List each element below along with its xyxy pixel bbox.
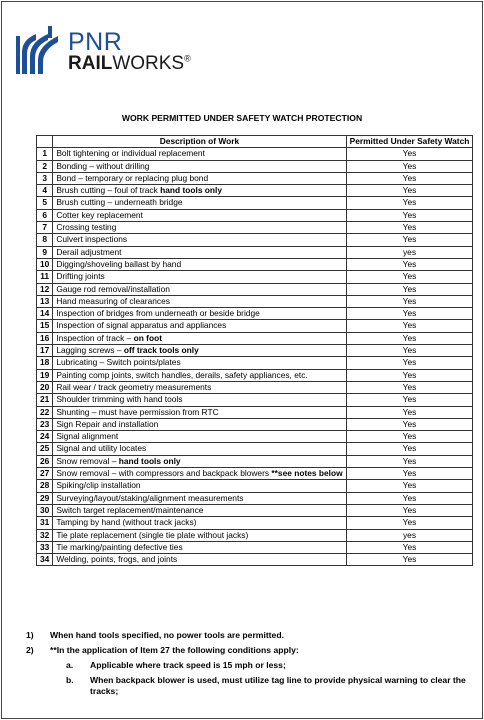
row-number: 6 xyxy=(37,209,53,221)
row-description xyxy=(53,492,346,504)
row-permitted: Yes xyxy=(346,308,473,320)
row-permitted: Yes xyxy=(346,381,473,393)
description-text: Tie marking/painting defective ties xyxy=(56,541,183,552)
row-description xyxy=(53,172,346,184)
row-number: 24 xyxy=(37,431,53,443)
row-number: 10 xyxy=(37,258,53,270)
note-2-text: **In the application of Item 27 the following conditions apply: xyxy=(50,645,299,655)
description-text: Rail wear / track geometry measurements xyxy=(56,381,212,392)
note-2a-marker: a. xyxy=(66,660,74,670)
row-permitted: Yes xyxy=(346,418,473,430)
table-row xyxy=(37,492,473,504)
row-permitted: Yes xyxy=(346,541,473,553)
row-number: 8 xyxy=(37,234,53,246)
company-logo xyxy=(16,26,206,80)
note-1 xyxy=(26,630,478,641)
row-number: 34 xyxy=(37,554,53,566)
table-row xyxy=(37,541,473,553)
row-permitted: Yes xyxy=(346,480,473,492)
row-number: 12 xyxy=(37,283,53,295)
row-number: 27 xyxy=(37,468,53,480)
row-description xyxy=(53,431,346,443)
row-description xyxy=(53,246,346,258)
table-row xyxy=(37,345,473,357)
row-permitted: Yes xyxy=(346,320,473,332)
description-text: Signal and utility locates xyxy=(56,443,147,454)
row-description xyxy=(53,345,346,357)
table-row xyxy=(37,209,473,221)
row-number: 4 xyxy=(37,185,53,197)
row-description xyxy=(53,381,346,393)
note-2b-marker: b. xyxy=(66,675,74,685)
row-permitted: Yes xyxy=(346,271,473,283)
row-number: 13 xyxy=(37,295,53,307)
table-body xyxy=(37,148,473,566)
row-permitted: Yes xyxy=(346,209,473,221)
row-number: 33 xyxy=(37,541,53,553)
row-permitted: Yes xyxy=(346,504,473,516)
table-row xyxy=(37,480,473,492)
description-text: Sign Repair and installation xyxy=(56,418,159,429)
row-number: 18 xyxy=(37,357,53,369)
document-page xyxy=(1,1,483,719)
row-description xyxy=(53,197,346,209)
row-permitted: Yes xyxy=(346,234,473,246)
row-number: 23 xyxy=(37,418,53,430)
row-permitted: Yes xyxy=(346,431,473,443)
row-number: 17 xyxy=(37,345,53,357)
description-emphasis: off track tools only xyxy=(123,345,199,356)
description-text: Inspection of signal apparatus and appliances xyxy=(56,320,227,331)
work-permitted-table xyxy=(36,135,473,566)
table-row xyxy=(37,369,473,381)
row-description xyxy=(53,418,346,430)
table-row xyxy=(37,308,473,320)
table-row xyxy=(37,394,473,406)
note-2a-text: Applicable where track speed is 15 mph or less; xyxy=(90,660,286,670)
row-description xyxy=(53,234,346,246)
description-text: Spiking/clip installation xyxy=(56,480,141,491)
note-1-marker: 1) xyxy=(26,630,34,640)
row-description xyxy=(53,160,346,172)
description-text: Switch target replacement/maintenance xyxy=(56,504,204,515)
table-row xyxy=(37,295,473,307)
table-row xyxy=(37,320,473,332)
railworks-logo-icon xyxy=(16,26,64,74)
table-row xyxy=(37,554,473,566)
description-text: Hand measuring of clearances xyxy=(56,295,170,306)
row-number: 26 xyxy=(37,455,53,467)
row-number: 28 xyxy=(37,480,53,492)
row-permitted: Yes xyxy=(346,148,473,160)
header-description: Description of Work xyxy=(53,136,346,148)
row-description xyxy=(53,332,346,344)
row-permitted: Yes xyxy=(346,443,473,455)
description-text: Digging/shoveling ballast by hand xyxy=(56,258,182,269)
row-description xyxy=(53,308,346,320)
table-row xyxy=(37,197,473,209)
row-number: 32 xyxy=(37,529,53,541)
description-text: Brush cutting – foul of track xyxy=(56,185,161,196)
row-number: 9 xyxy=(37,246,53,258)
table-row xyxy=(37,172,473,184)
note-2b-text: When backpack blower is used, must utilize tag line to provide physical warning to clear the tracks; xyxy=(90,675,466,696)
row-number: 25 xyxy=(37,443,53,455)
table-header-row xyxy=(37,136,473,148)
table-row xyxy=(37,455,473,467)
logo-text-works: WORKS xyxy=(112,53,185,74)
notes-section xyxy=(26,630,478,701)
table-row xyxy=(37,431,473,443)
description-text: Cotter key replacement xyxy=(56,209,143,220)
description-text: Derail adjustment xyxy=(56,246,122,257)
description-text: Inspection of bridges from underneath or beside bridge xyxy=(56,308,260,319)
row-permitted: Yes xyxy=(346,160,473,172)
note-1-text: When hand tools specified, no power tools are permitted. xyxy=(50,630,284,640)
row-description xyxy=(53,443,346,455)
row-number: 19 xyxy=(37,369,53,381)
row-number: 15 xyxy=(37,320,53,332)
row-permitted: Yes xyxy=(346,332,473,344)
row-permitted: Yes xyxy=(346,554,473,566)
description-emphasis: **see notes below xyxy=(271,468,343,479)
row-description xyxy=(53,406,346,418)
row-description xyxy=(53,529,346,541)
table-row xyxy=(37,271,473,283)
row-number: 16 xyxy=(37,332,53,344)
header-number-cell xyxy=(37,136,53,148)
row-permitted: Yes xyxy=(346,222,473,234)
logo-text-rail: RAIL xyxy=(68,53,113,74)
row-number: 3 xyxy=(37,172,53,184)
description-text: Gauge rod removal/installation xyxy=(56,283,170,294)
row-number: 21 xyxy=(37,394,53,406)
row-description xyxy=(53,517,346,529)
description-text: Shoulder trimming with hand tools xyxy=(56,394,183,405)
description-text: Snow removal – with compressors and backpack blowers xyxy=(56,468,272,479)
description-text: Shunting – must have permission from RTC xyxy=(56,406,219,417)
row-description xyxy=(53,455,346,467)
row-description xyxy=(53,394,346,406)
note-2 xyxy=(26,645,478,656)
row-number: 31 xyxy=(37,517,53,529)
row-permitted: Yes xyxy=(346,394,473,406)
header-permitted: Permitted Under Safety Watch xyxy=(346,136,473,148)
table-row xyxy=(37,234,473,246)
row-permitted: Yes xyxy=(346,197,473,209)
row-number: 29 xyxy=(37,492,53,504)
description-text: Painting comp joints, switch handles, derails, safety appliances, etc. xyxy=(56,369,308,380)
description-text: Snow removal – xyxy=(56,455,119,466)
row-permitted: Yes xyxy=(346,258,473,270)
description-text: Culvert inspections xyxy=(56,234,128,245)
table-row xyxy=(37,332,473,344)
description-text: Signal alignment xyxy=(56,431,119,442)
row-permitted: Yes xyxy=(346,185,473,197)
table-row xyxy=(37,443,473,455)
table-row xyxy=(37,406,473,418)
description-text: Welding, points, frogs, and joints xyxy=(56,554,178,565)
description-text: Lagging screws – xyxy=(56,345,124,356)
row-number: 30 xyxy=(37,504,53,516)
description-text: Tie plate replacement (single tie plate without jacks) xyxy=(56,529,249,540)
row-permitted: Yes xyxy=(346,406,473,418)
logo-text-railworks xyxy=(68,53,191,75)
row-description xyxy=(53,271,346,283)
description-emphasis: hand tools only xyxy=(160,185,223,196)
row-description xyxy=(53,148,346,160)
table-row xyxy=(37,418,473,430)
table-row xyxy=(37,468,473,480)
row-description xyxy=(53,258,346,270)
description-text: Tamping by hand (without track jacks) xyxy=(56,517,197,528)
row-permitted: yes xyxy=(346,529,473,541)
row-permitted: Yes xyxy=(346,492,473,504)
row-number: 7 xyxy=(37,222,53,234)
table-row xyxy=(37,381,473,393)
row-number: 5 xyxy=(37,197,53,209)
row-permitted: yes xyxy=(346,246,473,258)
row-permitted: Yes xyxy=(346,468,473,480)
description-text: Inspection of track – xyxy=(56,332,134,343)
row-permitted: Yes xyxy=(346,283,473,295)
row-description xyxy=(53,504,346,516)
row-description xyxy=(53,295,346,307)
row-number: 20 xyxy=(37,381,53,393)
row-description xyxy=(53,541,346,553)
row-description xyxy=(53,283,346,295)
description-emphasis: hand tools only xyxy=(118,455,181,466)
row-number: 22 xyxy=(37,406,53,418)
table-row xyxy=(37,529,473,541)
row-description xyxy=(53,369,346,381)
table-row xyxy=(37,222,473,234)
row-number: 14 xyxy=(37,308,53,320)
note-2a xyxy=(26,660,478,671)
row-description xyxy=(53,554,346,566)
row-permitted: Yes xyxy=(346,369,473,381)
description-text: Bonding – without drilling xyxy=(56,160,150,171)
logo-text-pnr: PNR xyxy=(68,28,123,56)
description-emphasis: on foot xyxy=(133,332,162,343)
row-permitted: Yes xyxy=(346,295,473,307)
row-permitted: Yes xyxy=(346,172,473,184)
note-2-marker: 2) xyxy=(26,645,34,655)
row-description xyxy=(53,357,346,369)
description-text: Drifting joints xyxy=(56,271,105,282)
row-permitted: Yes xyxy=(346,345,473,357)
note-2b xyxy=(26,675,478,697)
description-text: Lubricating – Switch points/plates xyxy=(56,357,181,368)
description-text: Brush cutting – underneath bridge xyxy=(56,197,183,208)
table-row xyxy=(37,160,473,172)
description-text: Surveying/layout/staking/alignment measurements xyxy=(56,492,244,503)
table-row xyxy=(37,357,473,369)
row-permitted: Yes xyxy=(346,455,473,467)
table-row xyxy=(37,246,473,258)
row-description xyxy=(53,185,346,197)
description-text: Bolt tightening or individual replacement xyxy=(56,148,205,159)
document-title: WORK PERMITTED UNDER SAFETY WATCH PROTECTION xyxy=(121,113,363,123)
table-row xyxy=(37,148,473,160)
table-row xyxy=(37,258,473,270)
description-text: Bond – temporary or replacing plug bond xyxy=(56,172,209,183)
row-description xyxy=(53,222,346,234)
row-description xyxy=(53,320,346,332)
table-row xyxy=(37,283,473,295)
row-description xyxy=(53,209,346,221)
row-description xyxy=(53,468,346,480)
description-text: Crossing testing xyxy=(56,222,117,233)
row-description xyxy=(53,480,346,492)
row-number: 2 xyxy=(37,160,53,172)
registered-mark: ® xyxy=(184,53,191,64)
row-permitted: Yes xyxy=(346,357,473,369)
table-row xyxy=(37,504,473,516)
row-number: 11 xyxy=(37,271,53,283)
table-row xyxy=(37,517,473,529)
table-row xyxy=(37,185,473,197)
row-number: 1 xyxy=(37,148,53,160)
row-permitted: Yes xyxy=(346,517,473,529)
